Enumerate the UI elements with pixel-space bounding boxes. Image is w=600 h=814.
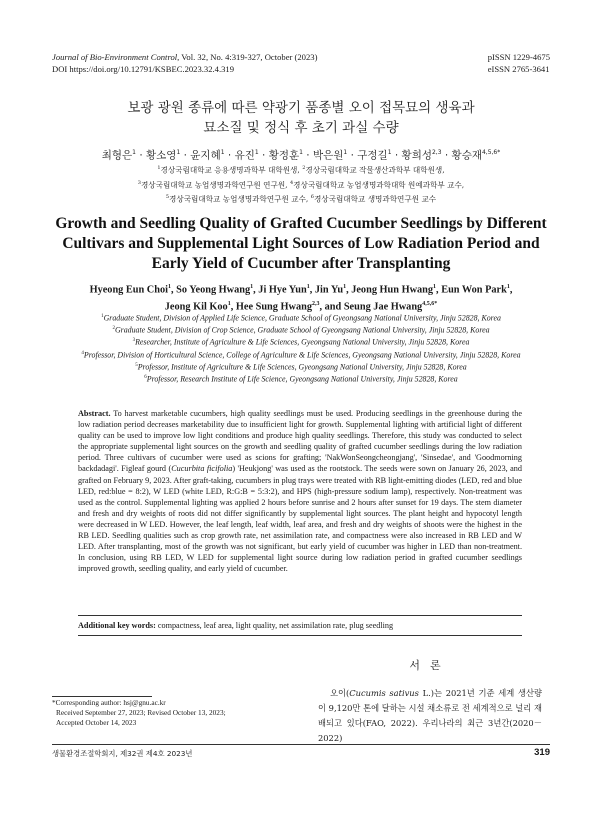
author-separator: ,	[253, 284, 259, 296]
author-separator: ,	[309, 284, 315, 296]
author-affil-mark: 1	[227, 301, 231, 308]
keywords-label: Additional key words:	[78, 621, 156, 630]
affil-mark: 1	[101, 314, 104, 319]
author-separator: ·	[224, 149, 235, 162]
author-separator: ,	[319, 301, 325, 313]
author-separator: ,	[346, 284, 352, 296]
eissn: eISSN 2765-3641	[487, 64, 550, 74]
affiliation-line	[52, 336, 550, 348]
affiliation-line	[52, 191, 550, 206]
korean-title	[52, 98, 550, 138]
journal-name: Journal of Bio-Environment Control	[52, 52, 178, 62]
introduction-text	[318, 686, 542, 746]
affiliation-line	[52, 162, 550, 177]
author-name: 황희성	[401, 149, 432, 162]
footnote	[52, 698, 302, 729]
author-affil-mark: 1	[254, 149, 259, 156]
english-title-line: Early Yield of Cucumber after Transplanting	[151, 255, 451, 272]
abstract-species: Cucurbita ficifolia	[171, 464, 233, 474]
author-affil-mark: 1	[176, 149, 181, 156]
author-affil-mark: 1	[343, 284, 347, 290]
abstract-text: ) 'Heukjong' was used as the rootstock. The seeds were sown on January 26, 2023, and grafted on February 9, 2023. After graft-taking, cucumbers in plug trays were treated with RB light-emitting diodes (LED, red and blue LED, red:blue = 8:2), W LED (white LED, R:G:B = 5:3:2), and HPS (high-pressure sodium lamp), respectively. Non-treatment was used as the control. Supplemental lighting was applied 2 hours before sunrise and 2 hours after sunset for 19 days. The stem diameter and fresh and dry weights of roots did not differ significantly by supplemental light sources. The plant height and hypocotyl length were decreased in W LED. However, the leaf length, leaf width, leaf area, and fresh and dry weights of shoots were the highest in the RB LED. Seedling qualities such as crop growth rate, net assimilation rate, and compactness were also increased in RB LED and W LED. After transplanting, most of the growth was not significant, but early yield of cucumber was higher in LED than non-treatment. In conclusion, using RB LED, W LED for supplemental light source during low radiation period in grafted cucumber seedlings improved growth, seedling quality, and early yield of cucumber.	[78, 464, 522, 574]
author-name: 박은원	[312, 149, 344, 162]
author-affil-mark: 1	[167, 284, 171, 290]
author-affil-mark: 4,5,6*	[422, 301, 438, 308]
abstract	[78, 408, 522, 574]
author-name: Ji Hye Yun	[258, 284, 307, 296]
english-title-line: Growth and Seedling Quality of Grafted Cucumber Seedlings by Different	[55, 215, 547, 232]
affil-mark: 6	[144, 375, 147, 381]
author-name: Hyeong Eun Choi	[89, 284, 168, 296]
affil-text: Professor, Institute of Agriculture & Life Sciences, Gyeongsang National University, Jinju 52828, Korea	[137, 362, 467, 372]
affil-text: Professor, Research Institute of Life Science, Gyeongsang National University, Jinju 52828, Korea	[146, 374, 458, 384]
author-affil-mark: 1	[132, 149, 136, 156]
author-name: 유진	[234, 149, 255, 162]
page-footer	[52, 748, 550, 759]
author-affil-mark: 1	[220, 149, 225, 156]
page-number: 319	[534, 747, 550, 758]
affiliation-line	[52, 312, 550, 324]
affil-text: 경상국립대학교 농업생명과학연구원 연구원,	[140, 180, 290, 190]
affil-text: 경상국립대학교 농업생명과학대학 원예과학부 교수,	[293, 180, 465, 190]
received-date: Received September 27, 2023; Revised October 13, 2023;	[56, 708, 226, 718]
affil-text: Graduate Student, Division of Applied Life Science, Graduate School of Gyeongsang National University, Jinju 52828, Korea	[103, 313, 501, 323]
intro-species: Cucumis sativus	[349, 688, 419, 698]
author-separator: ,	[170, 284, 177, 296]
author-name: Jeong Kil Koo	[164, 301, 228, 313]
divider	[78, 615, 522, 616]
affiliation-line	[52, 361, 550, 373]
affil-text: 경상국립대학교 응용생명과학부 대학원생,	[160, 165, 303, 175]
affil-text: Professor, Division of Horticultural Science, College of Agriculture & Life Sciences, Gyeongsang National University, Jinju 52828, Korea	[83, 350, 521, 360]
author-separator: ·	[347, 149, 358, 162]
footer-journal: 생물환경조절학회지, 제32권 제4호 2023년	[52, 749, 193, 758]
author-name: 황정훈	[268, 149, 300, 162]
journal-issue: , Vol. 32, No. 4:319-327, October (2023)	[177, 52, 318, 62]
author-name: So Yeong Hwang	[176, 284, 251, 296]
author-name: 황소영	[146, 149, 177, 162]
author-separator: ·	[441, 149, 452, 162]
author-affil-mark: 4,5,6*	[481, 149, 501, 156]
english-title-line: Cultivars and Supplemental Light Sources of Low Radiation Period and	[62, 235, 540, 252]
korean-authors	[52, 146, 550, 163]
author-name: 윤지혜	[190, 149, 221, 162]
affil-text: 경상국립대학교 농업생명과학연구원 교수,	[169, 194, 311, 204]
author-affil-mark: 1	[306, 284, 310, 290]
korean-title-line: 보광 광원 종류에 따른 약광기 품종별 오이 접목묘의 생육과	[127, 100, 475, 116]
bottom-rule	[52, 744, 550, 745]
author-name: 구정길	[357, 149, 388, 162]
keywords-text: compactness, leaf area, light quality, net assimilation rate, plug seedling	[155, 621, 394, 630]
section-heading-introduction: 서론	[409, 659, 451, 672]
author-affil-mark: 2,3	[311, 301, 320, 308]
corresponding-author: *Corresponding author: hsj@gnu.ac.kr	[52, 698, 166, 707]
author-affil-mark: 1	[387, 149, 392, 156]
affil-mark: 4	[289, 179, 294, 186]
author-separator: ,	[509, 284, 513, 296]
author-name: Jin Yu	[314, 284, 344, 296]
english-authors	[52, 280, 550, 315]
affiliation-line	[52, 373, 550, 385]
author-separator: ·	[302, 149, 313, 162]
author-name: and Seung Jae Hwang	[324, 301, 423, 313]
intro-text: 오이(	[330, 688, 350, 698]
author-name: Hee Sung Hwang	[235, 301, 312, 313]
abstract-text: To harvest marketable cucumbers, high quality seedlings must be used. Producing seedlings in the greenhouse during the low radiation period decreases marketability due to insufficient light for growth. Supplemental lighting with artificial light of different quality can be used to improve low light conditions and produce high quality seedlings. Therefore, this study was conducted to select the appropriate supplemental light sources on the growth and seedling quality of grafted cucumber seedlings during the low radiation period. Three cultivars of cucumber were used as scions for grafting; 'NakWonSeongcheongjang', 'Sinsedae', and 'Goodmorning backdadagi'. Figleaf gourd (	[78, 409, 522, 474]
author-separator: ·	[391, 149, 402, 162]
korean-title-line: 묘소질 및 정식 후 초기 과실 수량	[203, 120, 399, 136]
header-right	[488, 51, 550, 75]
affiliation-line	[52, 324, 550, 336]
author-name: Jeong Hun Hwang	[351, 284, 434, 296]
affil-mark: 5	[165, 194, 170, 201]
doi[interactable]: DOI https://doi.org/10.12791/KSBEC.2023.32.4.319	[52, 64, 234, 74]
affil-text: 경상국립대학교 생명과학연구원 교수	[313, 194, 437, 204]
english-affiliations	[52, 312, 550, 385]
author-separator: ·	[135, 149, 146, 162]
accepted-date: Accepted October 14, 2023	[56, 718, 137, 728]
affiliation-line	[52, 177, 550, 192]
keywords	[78, 620, 522, 631]
affil-mark: 2	[302, 165, 306, 171]
journal-citation	[52, 51, 317, 63]
divider	[78, 635, 522, 636]
affil-text: 경상국립대학교 작물생산과학부 대학원생,	[305, 165, 445, 175]
author-name: Eun Won Park	[441, 284, 507, 296]
affil-mark: 5	[135, 362, 138, 368]
affil-mark: 3	[132, 338, 136, 344]
english-title	[52, 214, 550, 274]
english-authors-line	[52, 280, 550, 297]
pissn: pISSN 1229-4675	[487, 52, 550, 62]
affil-mark: 1	[157, 165, 161, 171]
header-left	[52, 51, 317, 75]
intro-text: L.)는 2021년 기준 세계 생산량이 9,120만 톤에 달하는 시설 채소류로 전 세계적으로 널리 재배되고 있다(FAO, 2022). 우리나라의 최근 3년간(2020－2022)	[318, 688, 542, 743]
author-affil-mark: 1	[299, 149, 303, 156]
affil-mark: 3	[137, 179, 141, 186]
author-name: 최형은	[101, 149, 133, 162]
author-separator: ·	[180, 149, 191, 162]
author-separator: ,	[436, 284, 442, 296]
affil-text: Graduate Student, Division of Crop Science, Graduate School of Gyeongsang National University, Jinju 52828, Korea	[114, 325, 490, 335]
affil-mark: 2	[112, 326, 115, 332]
author-affil-mark: 2,3	[431, 149, 442, 156]
author-separator: ,	[230, 301, 236, 313]
footnote-rule	[52, 696, 152, 697]
korean-affiliations	[52, 162, 550, 206]
author-affil-mark: 1	[433, 284, 437, 290]
author-separator: ·	[258, 149, 269, 162]
author-name: 황승재	[451, 149, 482, 162]
author-affil-mark: 1	[250, 284, 254, 290]
affil-text: Researcher, Institute of Agriculture & Life Sciences, Gyeongsang National University, Jinju 52828, Korea	[135, 338, 470, 348]
affil-mark: 6	[310, 194, 314, 201]
author-affil-mark: 1	[506, 284, 510, 290]
abstract-label: Abstract.	[78, 409, 111, 418]
affiliation-line	[52, 349, 550, 361]
affil-mark: 4	[81, 350, 84, 356]
author-affil-mark: 1	[343, 149, 348, 156]
